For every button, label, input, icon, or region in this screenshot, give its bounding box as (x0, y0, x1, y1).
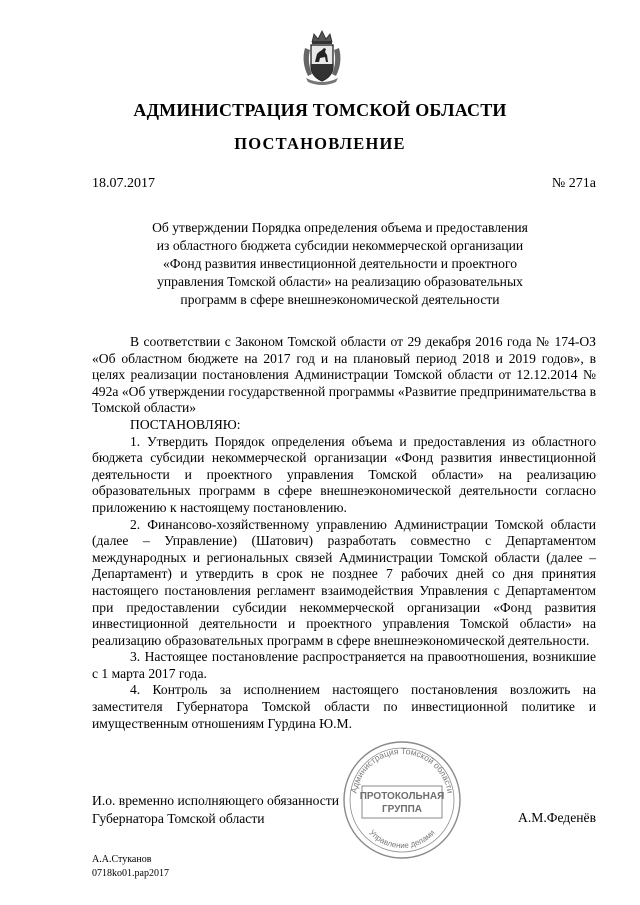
document-date: 18.07.2017 (92, 176, 155, 191)
preamble-paragraph: В соответствии с Законом Томской области от 29 декабря 2016 года № 174-ОЗ «Об областном бюджете на 2017 год и на плановый период 2018 и 2019 годов», в целях реализации постановления Администрации Томской области от 12.12.2014 № 492а «Об утверждении государственной программы «Развитие предпринимательства в Томской области» (92, 334, 596, 416)
signatory-position-line: И.о. временно исполняющего обязанности (92, 793, 340, 808)
stamp-ring-bottom: Управление делами (367, 828, 437, 851)
title-line: управления Томской области» на реализацию образовательных (157, 274, 523, 289)
stamp-ring-top: Администрация Томской области (348, 745, 456, 795)
document-title (120, 219, 560, 309)
executor-info (92, 853, 169, 881)
executor-name: А.А.Стуканов (92, 854, 152, 865)
signatory-position-line: Губернатора Томской области (92, 811, 265, 826)
official-stamp (340, 738, 464, 862)
tomsk-coat-of-arms-icon (300, 28, 344, 86)
signatory-position (92, 792, 339, 828)
item-paragraph: 2. Финансово-хозяйственному управлению Администрации Томской области (далее – Управление) (Шатович) разработать совместно с Департаментом международных и региональных связей Администрации Томской области (далее – Департамент) и утвердить в срок не позднее 7 рабочих дней со дня принятия настоящего постановления регламент взаимодействия Управления с Департаментом при предоставлении субсидии некоммерческой организации «Фонд развития инвестиционной деятельности и проектного управления Томской области» на реализацию образовательных программ в сфере внешнеэкономической деятельности. (92, 516, 596, 648)
document-number: № 271а (551, 176, 596, 191)
stamp-center-line: ГРУППА (381, 804, 423, 815)
signatory-name: А.М.Феденёв (518, 810, 596, 825)
item-paragraph: 1. Утвердить Порядок определения объема и предоставления из областного бюджета субсидии некоммерческой организации «Фонд развития инвестиционной деятельности и проектного управления Томской области» на реализацию образовательных программ в сфере внешнеэкономической деятельности согласно приложению к настоящему постановлению. (92, 433, 596, 515)
organization-name: АДМИНИСТРАЦИЯ ТОМСКОЙ ОБЛАСТИ (133, 100, 507, 120)
decree-word: ПОСТАНОВЛЯЮ: (130, 416, 241, 432)
title-line: Об утверждении Порядка определения объема и предоставления (152, 220, 528, 235)
title-line: программ в сфере внешнеэкономической деятельности (180, 292, 500, 307)
document-type: ПОСТАНОВЛЕНИЕ (234, 134, 406, 153)
title-line: из областного бюджета субсидии некоммерческой организации (156, 238, 524, 253)
item-paragraph: 3. Настоящее постановление распространяется на правоотношения, возникшие с 1 марта 2017 года. (92, 649, 596, 681)
executor-file: 0718ko01.pap2017 (92, 868, 169, 879)
stamp-center-line: ПРОТОКОЛЬНАЯ (359, 791, 445, 802)
item-paragraph: 4. Контроль за исполнением настоящего постановления возложить на заместителя Губернатора Томской области по инвестиционной политике и имущественным отношениям Гурдина Ю.М. (92, 682, 596, 731)
title-line: «Фонд развития инвестиционной деятельности и проектного (163, 256, 517, 271)
document-body (92, 334, 596, 732)
